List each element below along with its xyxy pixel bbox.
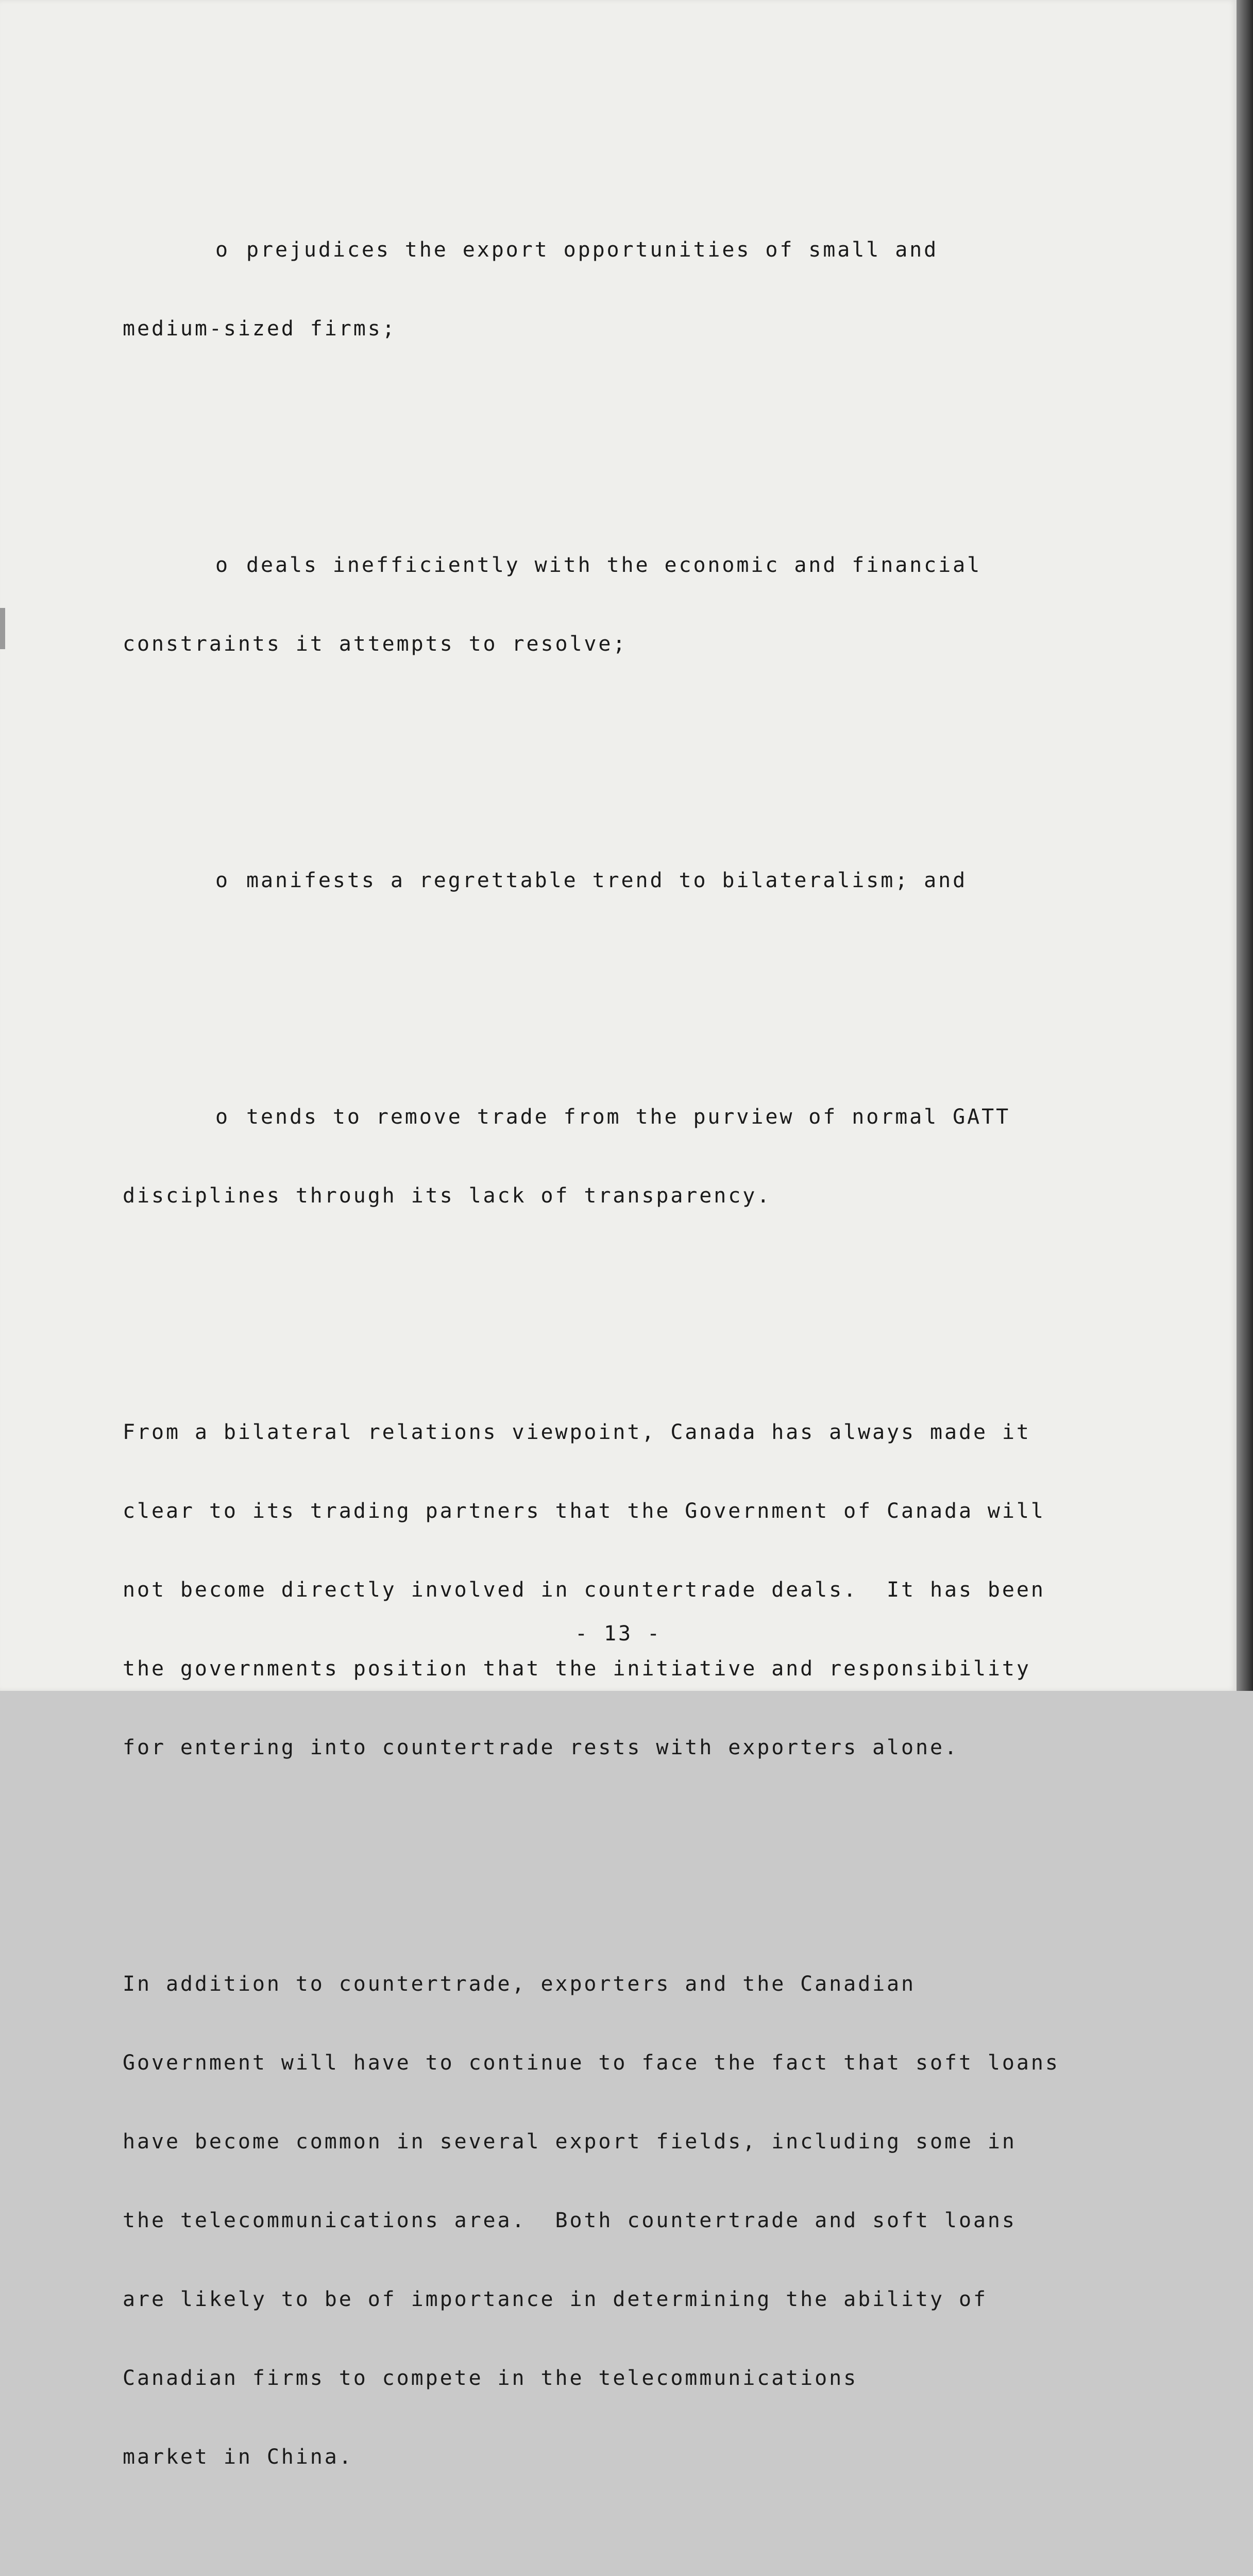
bullet-text: constraints it attempts to resolve; (123, 632, 628, 656)
bullet-text: deals inefficiently with the economic and financial (246, 553, 982, 577)
text-line: the governments position that the initiative and responsibility (123, 1657, 1031, 1681)
text-line: clear to its trading partners that the Government of Canada will (123, 1499, 1045, 1523)
bullet-item (123, 500, 1158, 710)
bullet-item (123, 184, 1158, 395)
bullet-text: disciplines through its lack of transparency. (123, 1184, 772, 1208)
page-edge-shadow (1237, 0, 1253, 1691)
text-line: have become common in several export fields, including some in (123, 2130, 1017, 2154)
bullet-item (123, 815, 1158, 946)
text-line: Canadian firms to compete in the telecommunications (123, 2366, 858, 2390)
paragraph-soft-loans (123, 1919, 1158, 2523)
page-body (123, 106, 1158, 2576)
bullet-marker: o (215, 869, 230, 892)
text-line: not become directly involved in countertrade deals. It has been (123, 1578, 1045, 1602)
bullet-text: prejudices the export opportunities of small and (246, 238, 939, 262)
text-line: From a bilateral relations viewpoint, Canada has always made it (123, 1420, 1031, 1444)
bullet-marker: o (215, 238, 230, 262)
page-number: - 13 - (575, 1622, 662, 1646)
bullet-marker: o (215, 1105, 230, 1129)
bullet-text: manifests a regrettable trend to bilateralism; and (246, 869, 968, 892)
bullet-text: medium-sized firms; (123, 317, 397, 341)
text-line: the telecommunications area. Both countertrade and soft loans (123, 2209, 1017, 2232)
scan-artifact (0, 608, 5, 649)
text-line: Government will have to continue to face the fact that soft loans (123, 2051, 1060, 2075)
paragraph-countertrade-policy (123, 1367, 1158, 1814)
bullet-marker: o (215, 553, 230, 577)
text-line: market in China. (123, 2445, 353, 2469)
text-line: In addition to countertrade, exporters and the Canadian (123, 1972, 916, 1996)
bullet-text: tends to remove trade from the purview of normal GATT (246, 1105, 1011, 1129)
text-line: are likely to be of importance in determining the ability of (123, 2287, 988, 2311)
bullet-item (123, 1052, 1158, 1262)
text-line: for entering into countertrade rests with exporters alone. (123, 1736, 959, 1759)
